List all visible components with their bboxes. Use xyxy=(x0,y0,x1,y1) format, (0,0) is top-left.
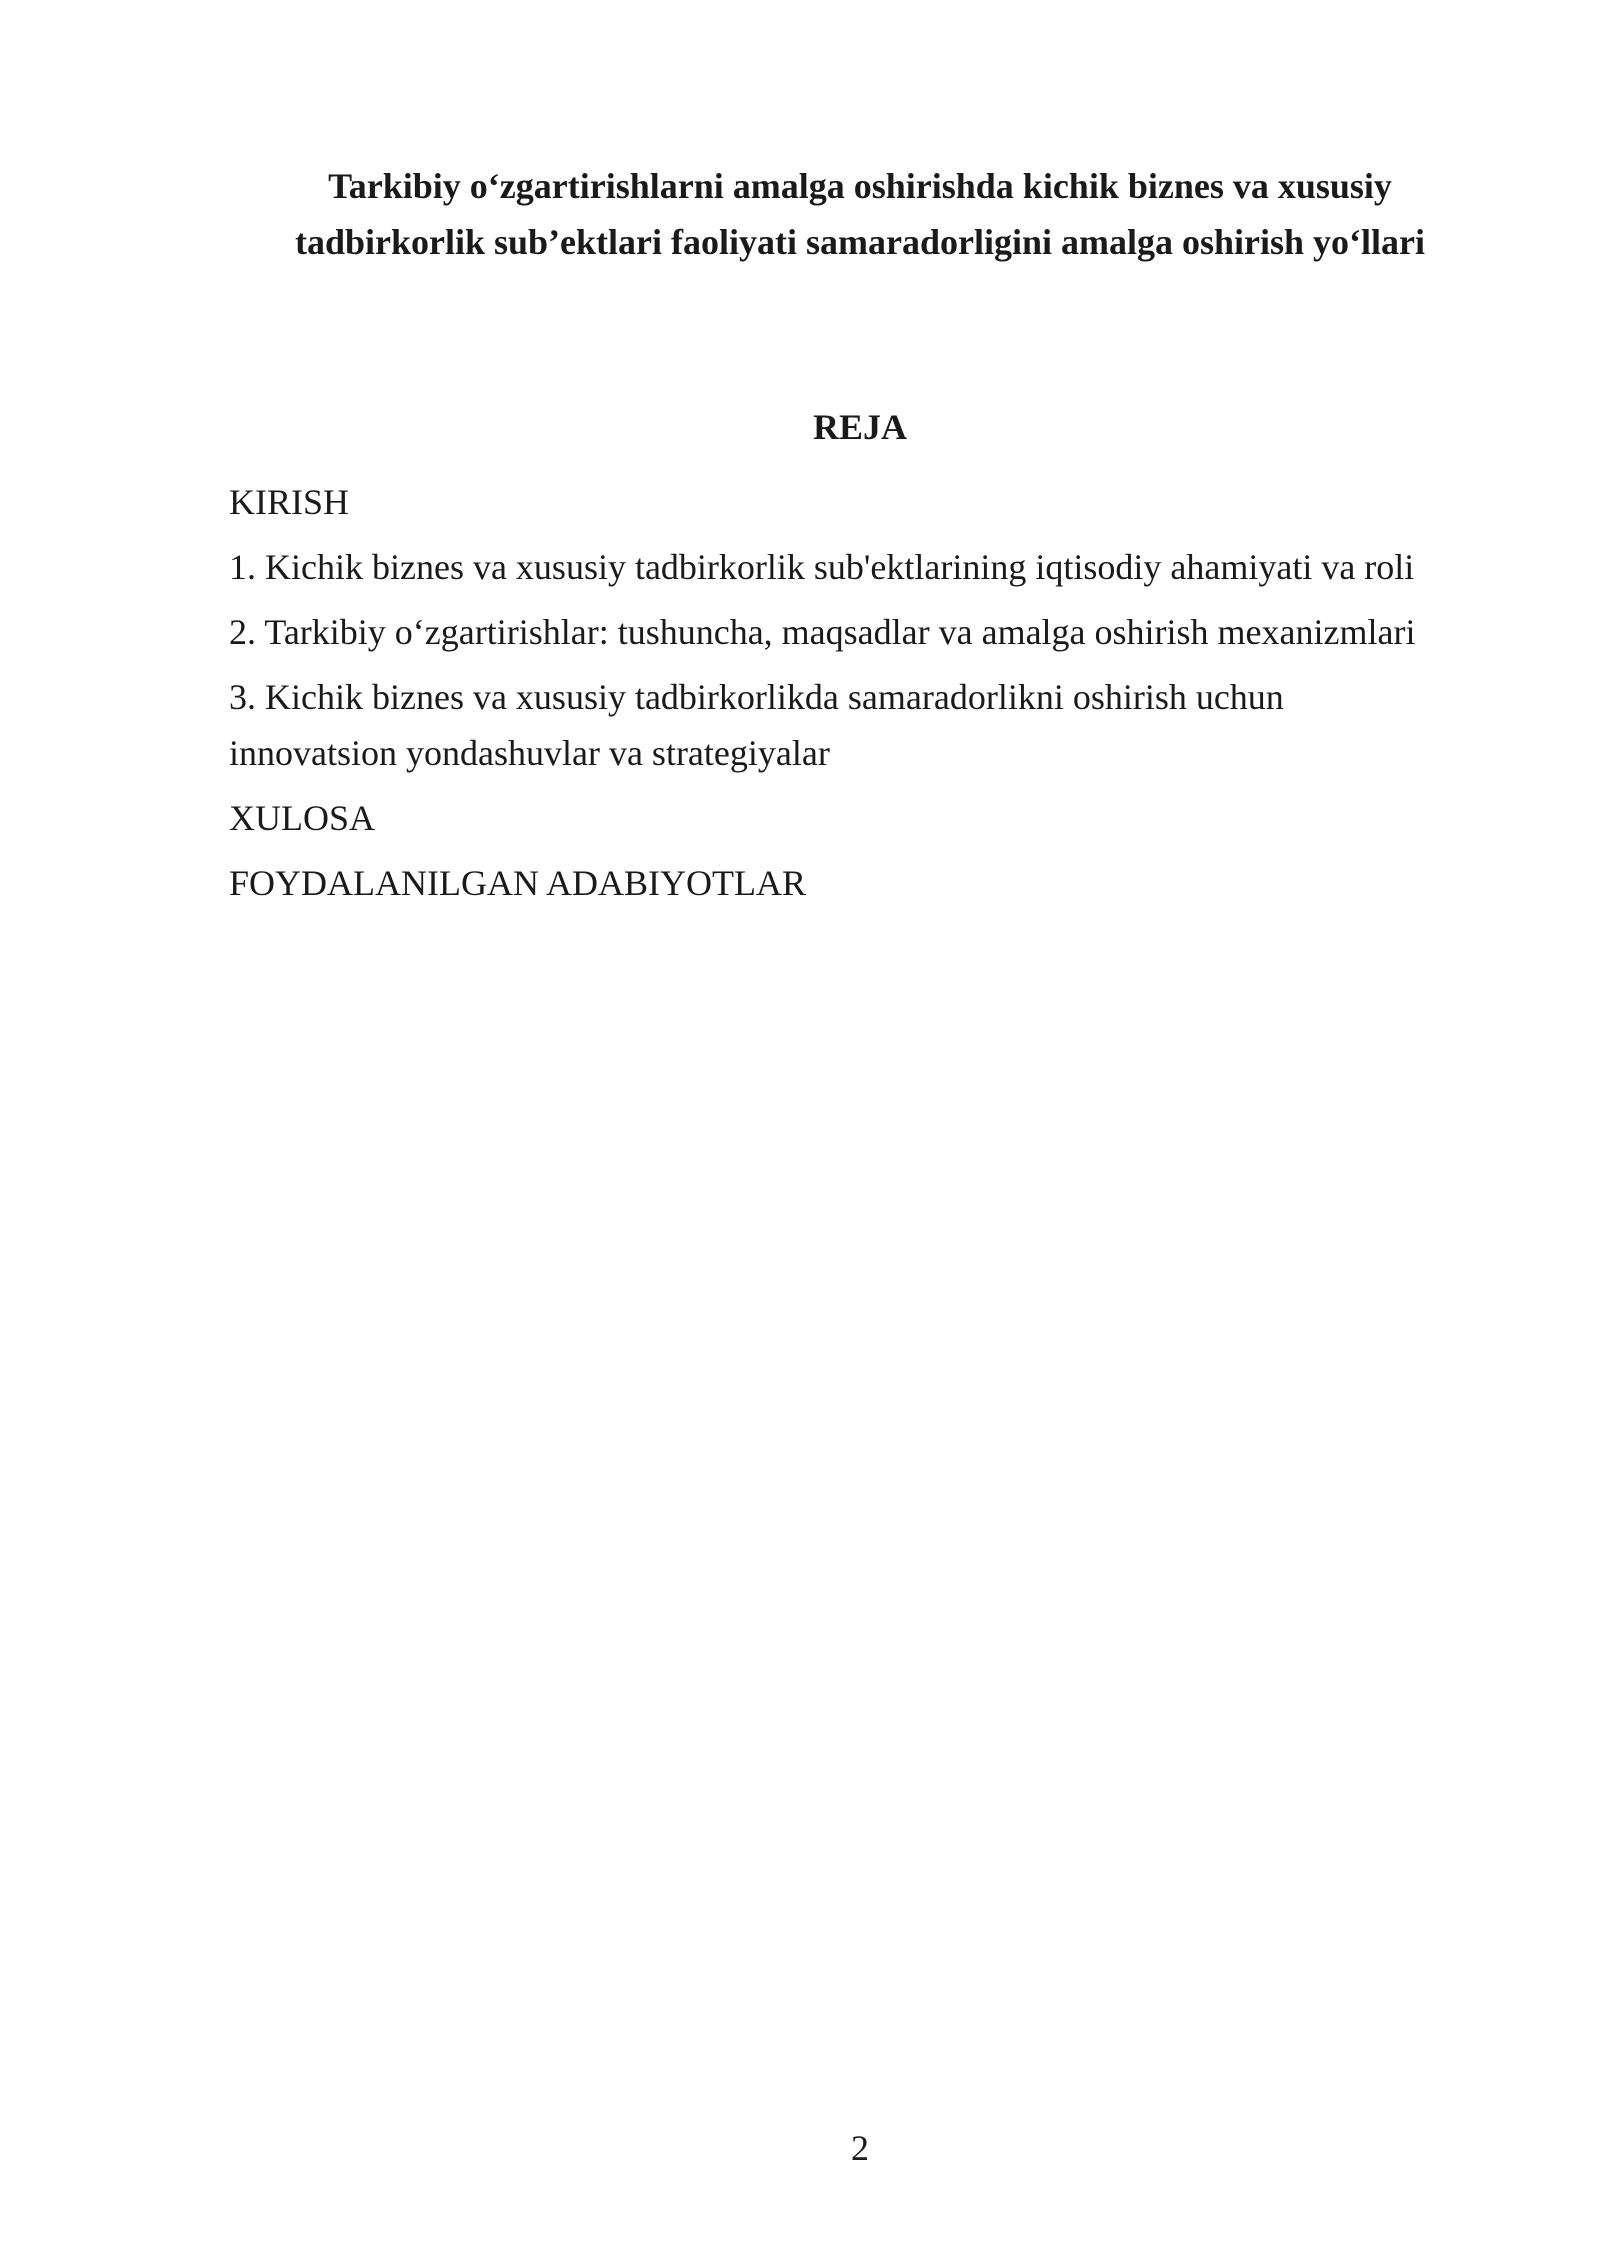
plan-item-line: innovatsion yondashuvlar va strategiyalar xyxy=(229,733,830,773)
plan-heading: REJA xyxy=(812,407,907,447)
plan-item-line: 3. Kichik biznes va xususiy tadbirkorlikda samaradorlikni oshirish uchun xyxy=(229,677,1284,717)
plan-item-line: 1. Kichik biznes va xususiy tadbirkorlik sub'ektlarining iqtisodiy ahamiyati va roli xyxy=(229,547,1415,587)
plan-item-introduction xyxy=(229,474,1529,530)
plan-item-line: XULOSA xyxy=(229,798,376,838)
document-title-line: Tarkibiy o‘zgartirishlarni amalga oshirishda kichik biznes va xususiy xyxy=(328,166,1392,206)
plan-item-line: FOYDALANILGAN ADABIYOTLAR xyxy=(229,863,806,903)
plan-item-3 xyxy=(229,669,1529,781)
plan-item-line: 2. Tarkibiy o‘zgartirishlar: tushuncha, maqsadlar va amalga oshirish mexanizmlari xyxy=(229,612,1416,652)
plan-item-1 xyxy=(229,539,1529,595)
plan-item-references xyxy=(229,855,1529,911)
plan-list xyxy=(229,474,1529,920)
document-title-line: tadbirkorlik sub’ektlari faoliyati samaradorligini amalga oshirish yo‘llari xyxy=(294,222,1426,262)
plan-item-2 xyxy=(229,604,1529,660)
document-title xyxy=(200,158,1520,270)
plan-item-line: KIRISH xyxy=(229,482,350,522)
plan-item-conclusion xyxy=(229,790,1529,846)
page-number: 2 xyxy=(851,2128,869,2168)
